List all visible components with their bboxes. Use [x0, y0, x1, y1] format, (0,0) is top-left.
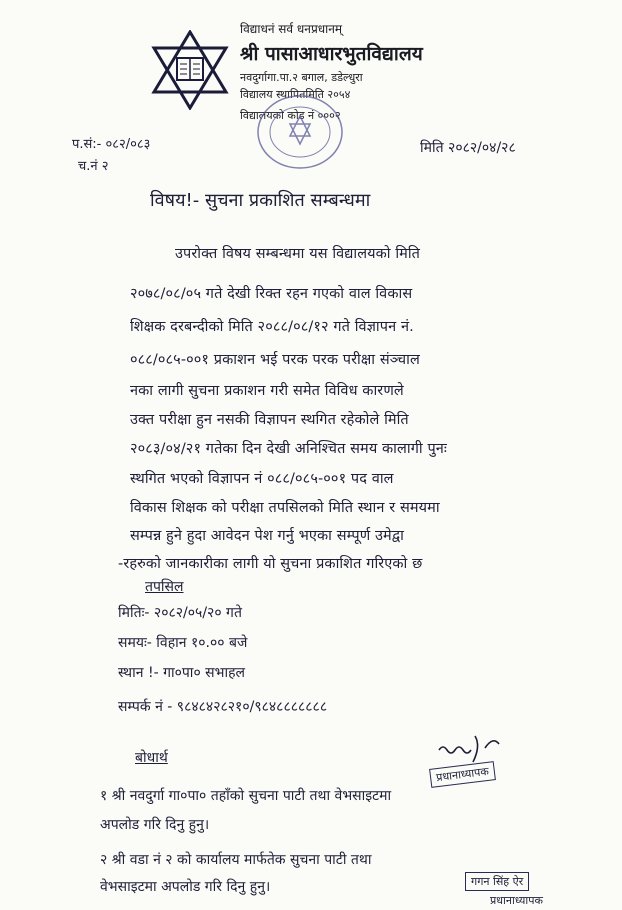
body-line: २०७८/०८/०५ गते देखी रिक्त रहन गएको वाल विकास [130, 286, 413, 302]
established-date: विद्यालय स्थापितमिति २०५४ [240, 88, 351, 101]
official-seal-stamp [250, 90, 345, 170]
schedule-title: तपसिल [145, 579, 184, 595]
school-emblem-icon [150, 30, 230, 110]
school-address: नवदुर्गागा.पा.२ बगाल, डडेल्धुरा [240, 71, 363, 84]
body-line: उपरोक्त विषय सम्बन्धमा यस विद्यालयको मिति [175, 246, 421, 262]
body-line: स्थगित भएको विज्ञापन नं ०८८/०८५-००१ पद वाल [130, 471, 394, 487]
signatory-name-stamp: गगन सिंह ऐर [465, 872, 529, 891]
dispatch-number: च.नं २ [78, 159, 109, 174]
cc-item: अपलोड गरि दिनु हुनु। [100, 817, 210, 833]
schedule-time: समयः- विहान १०.०० बजे [118, 635, 248, 651]
reference-number: प.सं:- ०८२/०८३ [72, 137, 151, 152]
cc-item: १ श्री नवदुर्गा गा०पा० तहाँको सुचना पाटी तथा वेभसाइटमा [100, 788, 392, 804]
cc-item: २ श्री वडा नं २ को कार्यालय मार्फतेक सुचना पाटी तथा [100, 852, 372, 868]
signatory-role-stamp: प्रधानाध्यापक [490, 894, 543, 907]
body-line: -रहरुको जानकारीका लागी यो सुचना प्रकाशित गरिएको छ [118, 556, 423, 572]
body-line: सम्पन्न हुने हुदा आवेदन पेश गर्नु भएका सम्पूर्ण उमेद्वा [130, 528, 404, 544]
schedule-date: मितिः- २०८२/०५/२० गते [118, 605, 242, 621]
signature-scribble [435, 728, 505, 768]
body-line: उक्त परीक्षा हुन नसकी विज्ञापन स्थगित रहेकोले मिति [130, 412, 409, 428]
school-code: विद्यालयको कोड नं ०००२ [240, 109, 341, 122]
cc-title: बोधार्थ [135, 750, 168, 766]
subject-line: विषय!- सुचना प्रकाशित सम्बन्धमा [150, 190, 371, 211]
school-name: श्री पासाआधारभुतविद्यालय [240, 43, 423, 65]
schedule-contact: सम्पर्क नं - ९८४८४२८२१०/९८४८८८८८८८ [118, 699, 328, 715]
schedule-place: स्थान !- गा०पा० सभाहल [118, 665, 246, 681]
body-line: २०८३/०४/२१ गतेका दिन देखी अनिश्चित समय कालागी पुनः [130, 441, 447, 457]
body-line: शिक्षक दरबन्दीको मिति २०८८/०८/१२ गते विज्ञापन नं. [130, 319, 414, 335]
letter-date: मिति २०८२/०४/२८ [420, 140, 516, 156]
body-line: विकास शिक्षक को परीक्षा तपसिलको मिति स्थान र समयमा [130, 500, 440, 516]
headmaster-stamp: प्रधानाध्यापक [429, 761, 496, 788]
letterhead-motto: विद्याधनं सर्व धनप्रधानम् [240, 22, 343, 36]
cc-item: वेभसाइटमा अपलोड गरि दिनु हुनु। [100, 879, 271, 895]
body-line: ०८८/०८५-००१ प्रकाशन भई परक परक परीक्षा संञ्चाल [130, 352, 420, 368]
body-line: नका लागी सुचना प्रकाशन गरी समेत विविध कारणले [130, 383, 404, 399]
